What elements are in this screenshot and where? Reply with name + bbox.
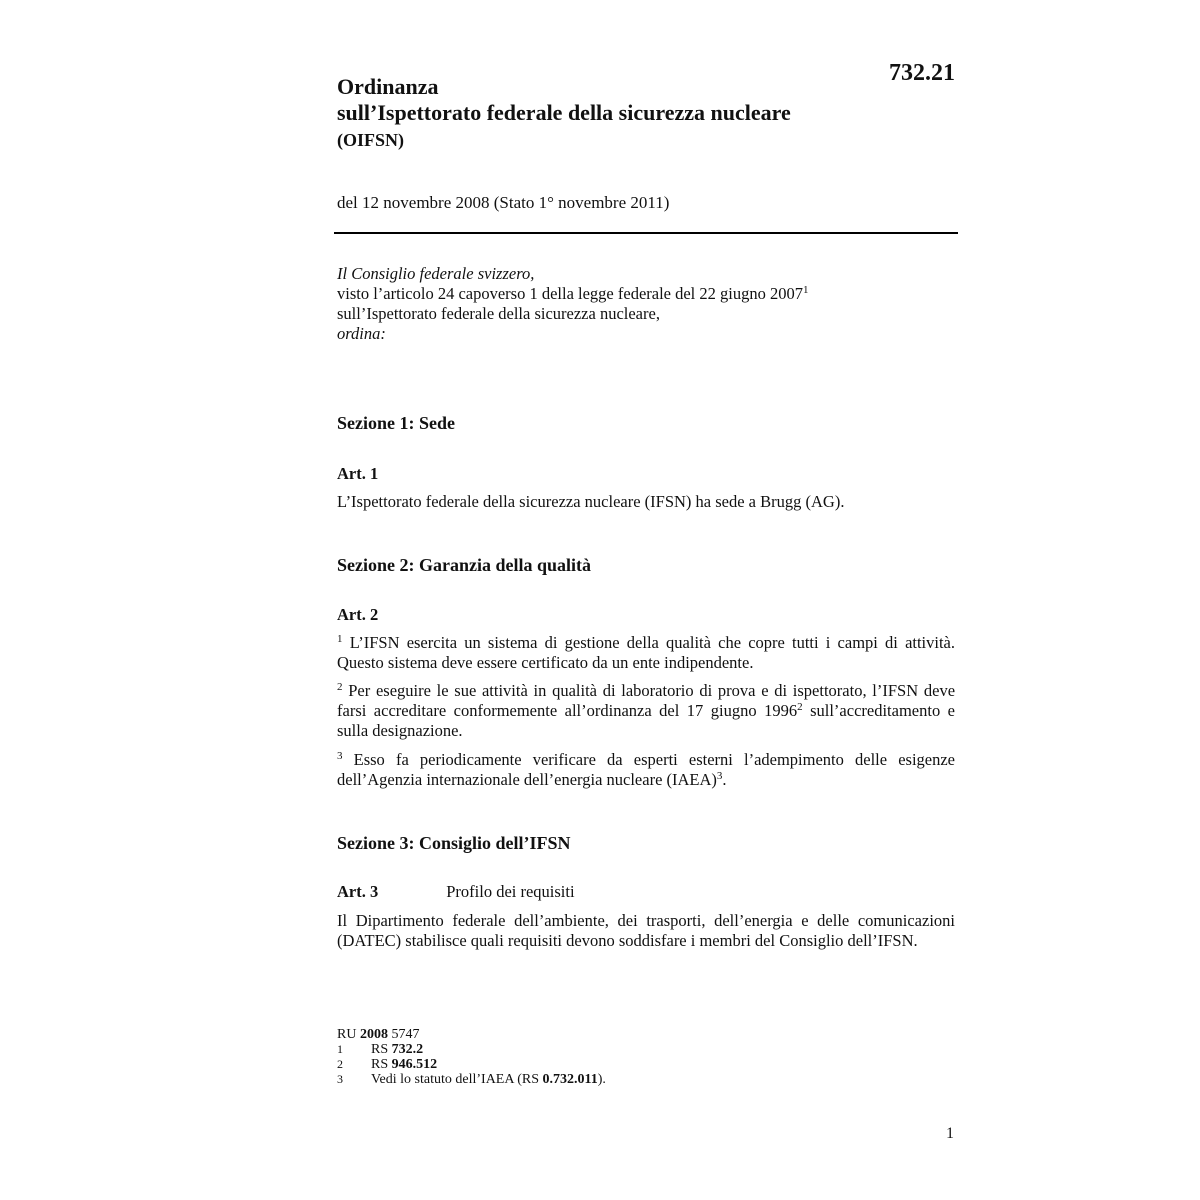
preamble bbox=[337, 264, 957, 344]
document-abbreviation: (OIFSN) bbox=[337, 130, 404, 150]
article-2-paragraph-2: $^2$ Per eseguire le sue attività in qualità di laboratorio di prova e di ispettorato, l’IFSN deve farsi accreditare conformemente all’ordinanza del 17 giugno 1996$^2$ sull’accreditamento e sulla designazione. bbox=[337, 681, 956, 740]
footnote-1: 1 RS 732.2 bbox=[337, 1042, 424, 1057]
article-3-title: Art. 3 Profilo dei requisiti bbox=[337, 882, 575, 901]
article-2-paragraph-3: $^3$ Esso fa periodicamente verificare da esperti esterni l’adempimento delle esigenze dell’Agenzia internazionale dell’energia nucleare (IAEA)$^3$. bbox=[337, 750, 956, 789]
section-3-title: Sezione 3: Consiglio dell’IFSN bbox=[337, 833, 571, 853]
sr-number: 732.21 bbox=[889, 60, 955, 86]
title-line-2: sull’Ispettorato federale della sicurezza nucleare bbox=[337, 100, 791, 125]
document-date: del 12 novembre 2008 (Stato 1° novembre 2011) bbox=[337, 193, 670, 212]
article-1-text: L’Ispettorato federale della sicurezza nucleare (IFSN) ha sede a Brugg (AG). bbox=[337, 492, 845, 511]
footnote-ref-1: 1 bbox=[802, 284, 809, 296]
footnote-2: 2 RS 946.512 bbox=[337, 1057, 438, 1072]
article-1-title: Art. 1 bbox=[337, 464, 379, 483]
article-2-title: Art. 2 bbox=[337, 605, 379, 624]
article-3-text: Il Dipartimento federale dell’ambiente, dei trasporti, dell’energia e delle comunicazioni (DATEC) stabilisce quali requisiti devono soddisfare i membri del Consiglio dell’IFSN. bbox=[337, 911, 955, 950]
header-divider bbox=[334, 232, 958, 234]
preamble-basis-2: sull’Ispettorato federale della sicurezza nucleare, bbox=[337, 304, 660, 323]
preamble-issuer: Il Consiglio federale svizzero, bbox=[337, 264, 535, 283]
section-1-title: Sezione 1: Sede bbox=[337, 413, 455, 433]
page-number: 1 bbox=[946, 1125, 954, 1142]
ru-reference: RU 2008 5747 bbox=[337, 1027, 420, 1042]
article-3-subtitle: Profilo dei requisiti bbox=[446, 882, 575, 901]
footnote-3: 3 Vedi lo statuto dell’IAEA (RS 0.732.011). bbox=[337, 1072, 606, 1087]
preamble-basis: visto l’articolo 24 capoverso 1 della legge federale del 22 giugno 2007$^1$ bbox=[337, 284, 809, 303]
preamble-ordina: ordina: bbox=[337, 324, 386, 343]
section-2-title: Sezione 2: Garanzia della qualità bbox=[337, 555, 591, 575]
title-line-1: Ordinanza bbox=[337, 74, 439, 99]
article-2-paragraph-1: $^1$ L’IFSN esercita un sistema di gestione della qualità che copre tutti i campi di attività. Questo sistema deve essere certificato da un ente indipendente. bbox=[337, 633, 956, 672]
footnote-ref-3: 3 bbox=[716, 770, 723, 782]
footnote-ref-2: 2 bbox=[797, 701, 803, 713]
document-title bbox=[337, 74, 791, 126]
footnotes bbox=[337, 1027, 606, 1087]
